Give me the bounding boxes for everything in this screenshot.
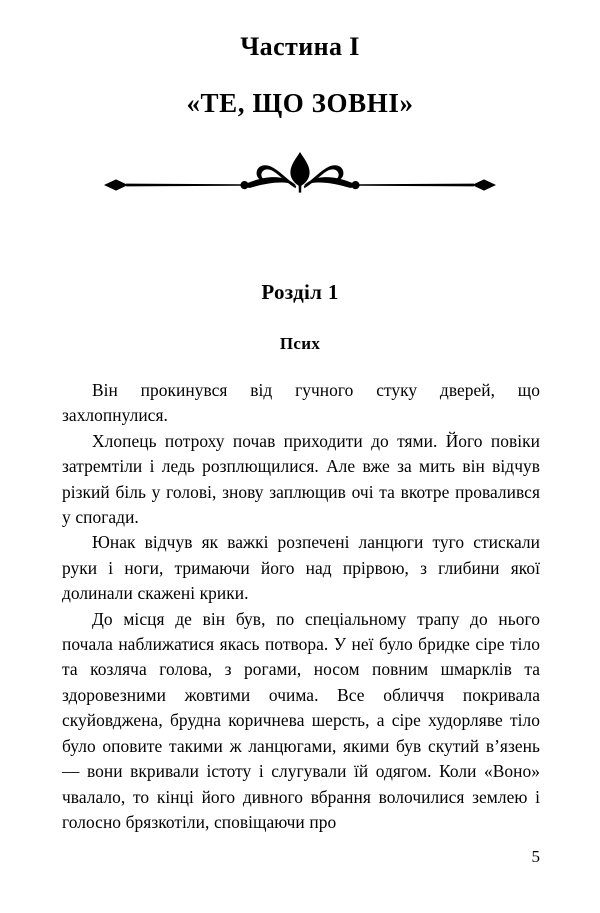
- part-heading: [0, 30, 600, 120]
- chapter-heading: [0, 278, 600, 356]
- page-number: 5: [531, 847, 540, 866]
- part-number: Частина I: [240, 32, 360, 61]
- paragraph: До місця де він був, по спеціальному трапу до нього почала наближатися якась потвора. У неї було бридке сіре тіло та козляча голова, з рогами, носом повним шмарклів та здоровезними жовтими очима. Все обличчя покривала скуйовджена, брудна коричнева шерсть, а сіре худорляве тіло було оповите такими ж ланцюгами, якими був скутий в’язень — вони вкривали істоту і слугували їй одягом. Коли «Воно» чвалало, то кінці його дивного вбрання волочилися землею і голосно брязкотіли, сповіщаючи про: [62, 608, 540, 832]
- body-text: [62, 378, 540, 835]
- ornament-divider: [0, 144, 600, 206]
- chapter-title: Псих: [279, 334, 321, 353]
- paragraph: Хлопець потроху почав приходити до тями. Його повіки затремтіли і ледь розплющилися. Але вже за мить він відчув різкий біль у голові, знову заплющив очі та вкотре провалився у спогади.: [62, 430, 540, 528]
- chapter-number: Розділ 1: [261, 280, 339, 304]
- paragraph: Юнак відчув як важкі розпечені ланцюги туго стискали руки і ноги, тримаючи його над прірвою, з глибини якої долинали скажені крики.: [62, 532, 540, 604]
- part-title: «ТЕ, ЩО ЗОВНІ»: [186, 88, 414, 118]
- paragraph: Він прокинувся від гучного стуку дверей, що захлопнулися.: [62, 380, 540, 426]
- fleuron-divider-icon: [100, 147, 500, 203]
